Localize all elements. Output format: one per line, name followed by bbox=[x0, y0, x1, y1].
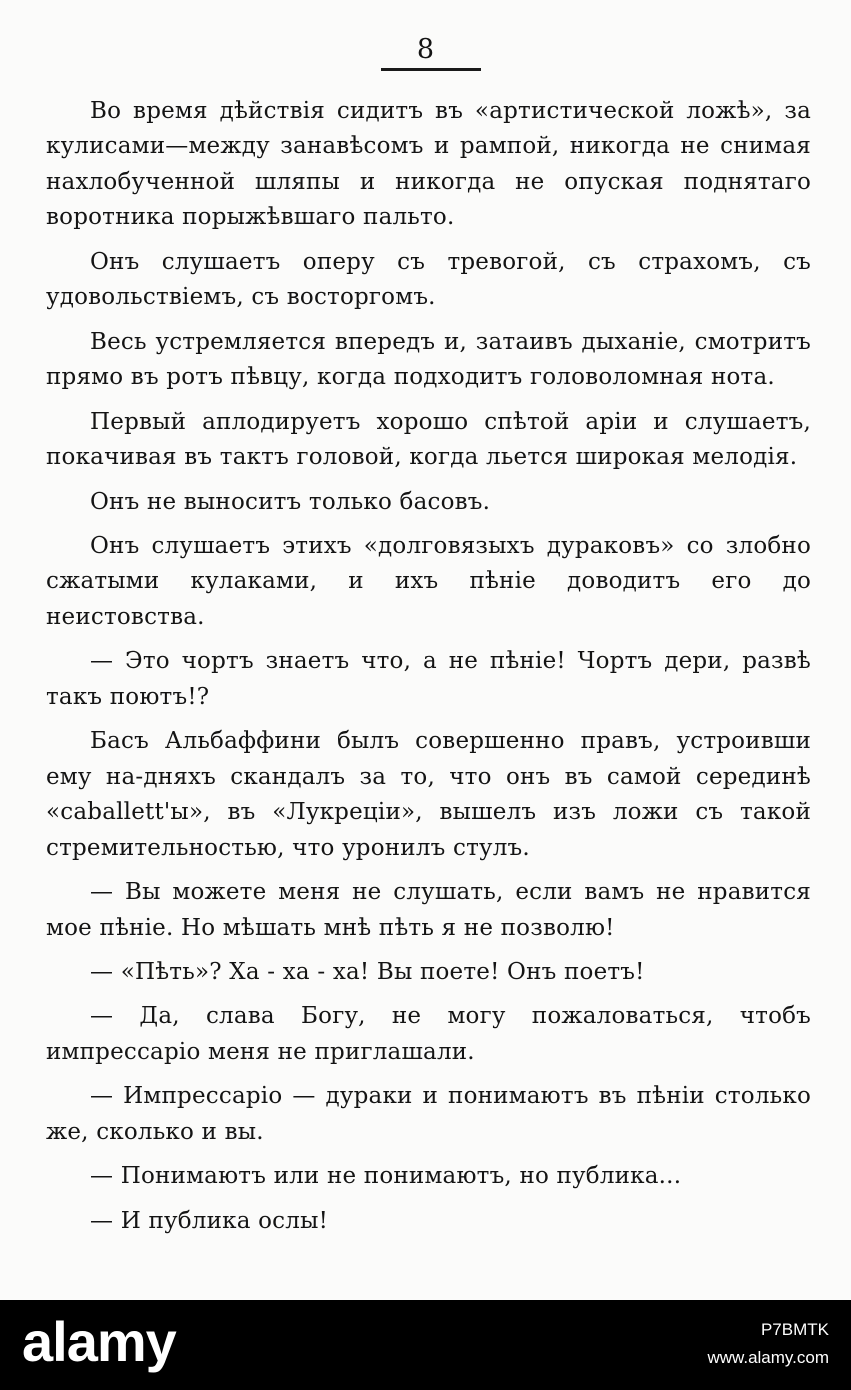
watermark-bar bbox=[0, 1300, 851, 1390]
paragraph: Первый аплодируетъ хорошо спѣтой аріи и слушаетъ, покачивая въ тактъ головой, когда льется широкая мелодія. bbox=[46, 408, 811, 471]
paragraph: Во время дѣйствія сидитъ въ «артистической ложѣ», за кулисами—между занавѣсомъ и рампой, никогда не снимая нахлобученной шляпы и никогда не опуская поднятаго воротника порыжѣвшаго пальто. bbox=[46, 98, 811, 231]
paragraph: Басъ Альбаффини былъ совершенно правъ, устроивши ему на-дняхъ скандалъ за то, что онъ въ самой серединѣ «caballett'ы», въ «Лукреціи», вышелъ изъ ложи съ такой стремительностью, что уронилъ стулъ. bbox=[46, 728, 811, 861]
image-id: P7BMTK bbox=[760, 1320, 829, 1339]
paragraph: — «Пѣть»? Ха - ха - ха! Вы поете! Онъ поетъ! bbox=[90, 958, 645, 985]
paragraph: Онъ слушаетъ оперу съ тревогой, съ страхомъ, съ удовольствіемъ, съ восторгомъ. bbox=[46, 248, 811, 311]
paragraph: — Понимаютъ или не понимаютъ, но публика... bbox=[90, 1163, 682, 1190]
page-number-rule bbox=[381, 68, 481, 71]
paragraph: — Импрессаріо — дураки и понимаютъ въ пѣніи столько же, сколько и вы. bbox=[46, 1083, 811, 1145]
alamy-logo: alamy bbox=[22, 1310, 176, 1373]
paragraph: — Это чортъ знаетъ что, а не пѣніе! Чортъ дери, развѣ такъ поютъ!? bbox=[46, 648, 811, 710]
paragraph: — И публика ослы! bbox=[90, 1207, 329, 1234]
site-url: www.alamy.com bbox=[707, 1348, 829, 1367]
page-number: 8 bbox=[416, 34, 435, 65]
paragraph: Весь устремляется впередъ и, затаивъ дыханіе, смотритъ прямо въ ротъ пѣвцу, когда подходитъ головоломная нота. bbox=[46, 328, 811, 391]
paragraph: Онъ не выноситъ только басовъ. bbox=[90, 488, 491, 515]
paragraph: — Да, слава Богу, не могу пожаловаться, чтобъ импрессаріо меня не приглашали. bbox=[46, 1003, 811, 1065]
paragraph: Онъ слушаетъ этихъ «долговязыхъ дураковъ» со злобно сжатыми кулаками, и ихъ пѣніе доводитъ его до неистовства. bbox=[46, 532, 811, 630]
body-text bbox=[46, 94, 811, 1248]
paragraph: — Вы можете меня не слушать, если вамъ не нравится мое пѣніе. Но мѣшать мнѣ пѣть я не позволю! bbox=[46, 879, 811, 941]
